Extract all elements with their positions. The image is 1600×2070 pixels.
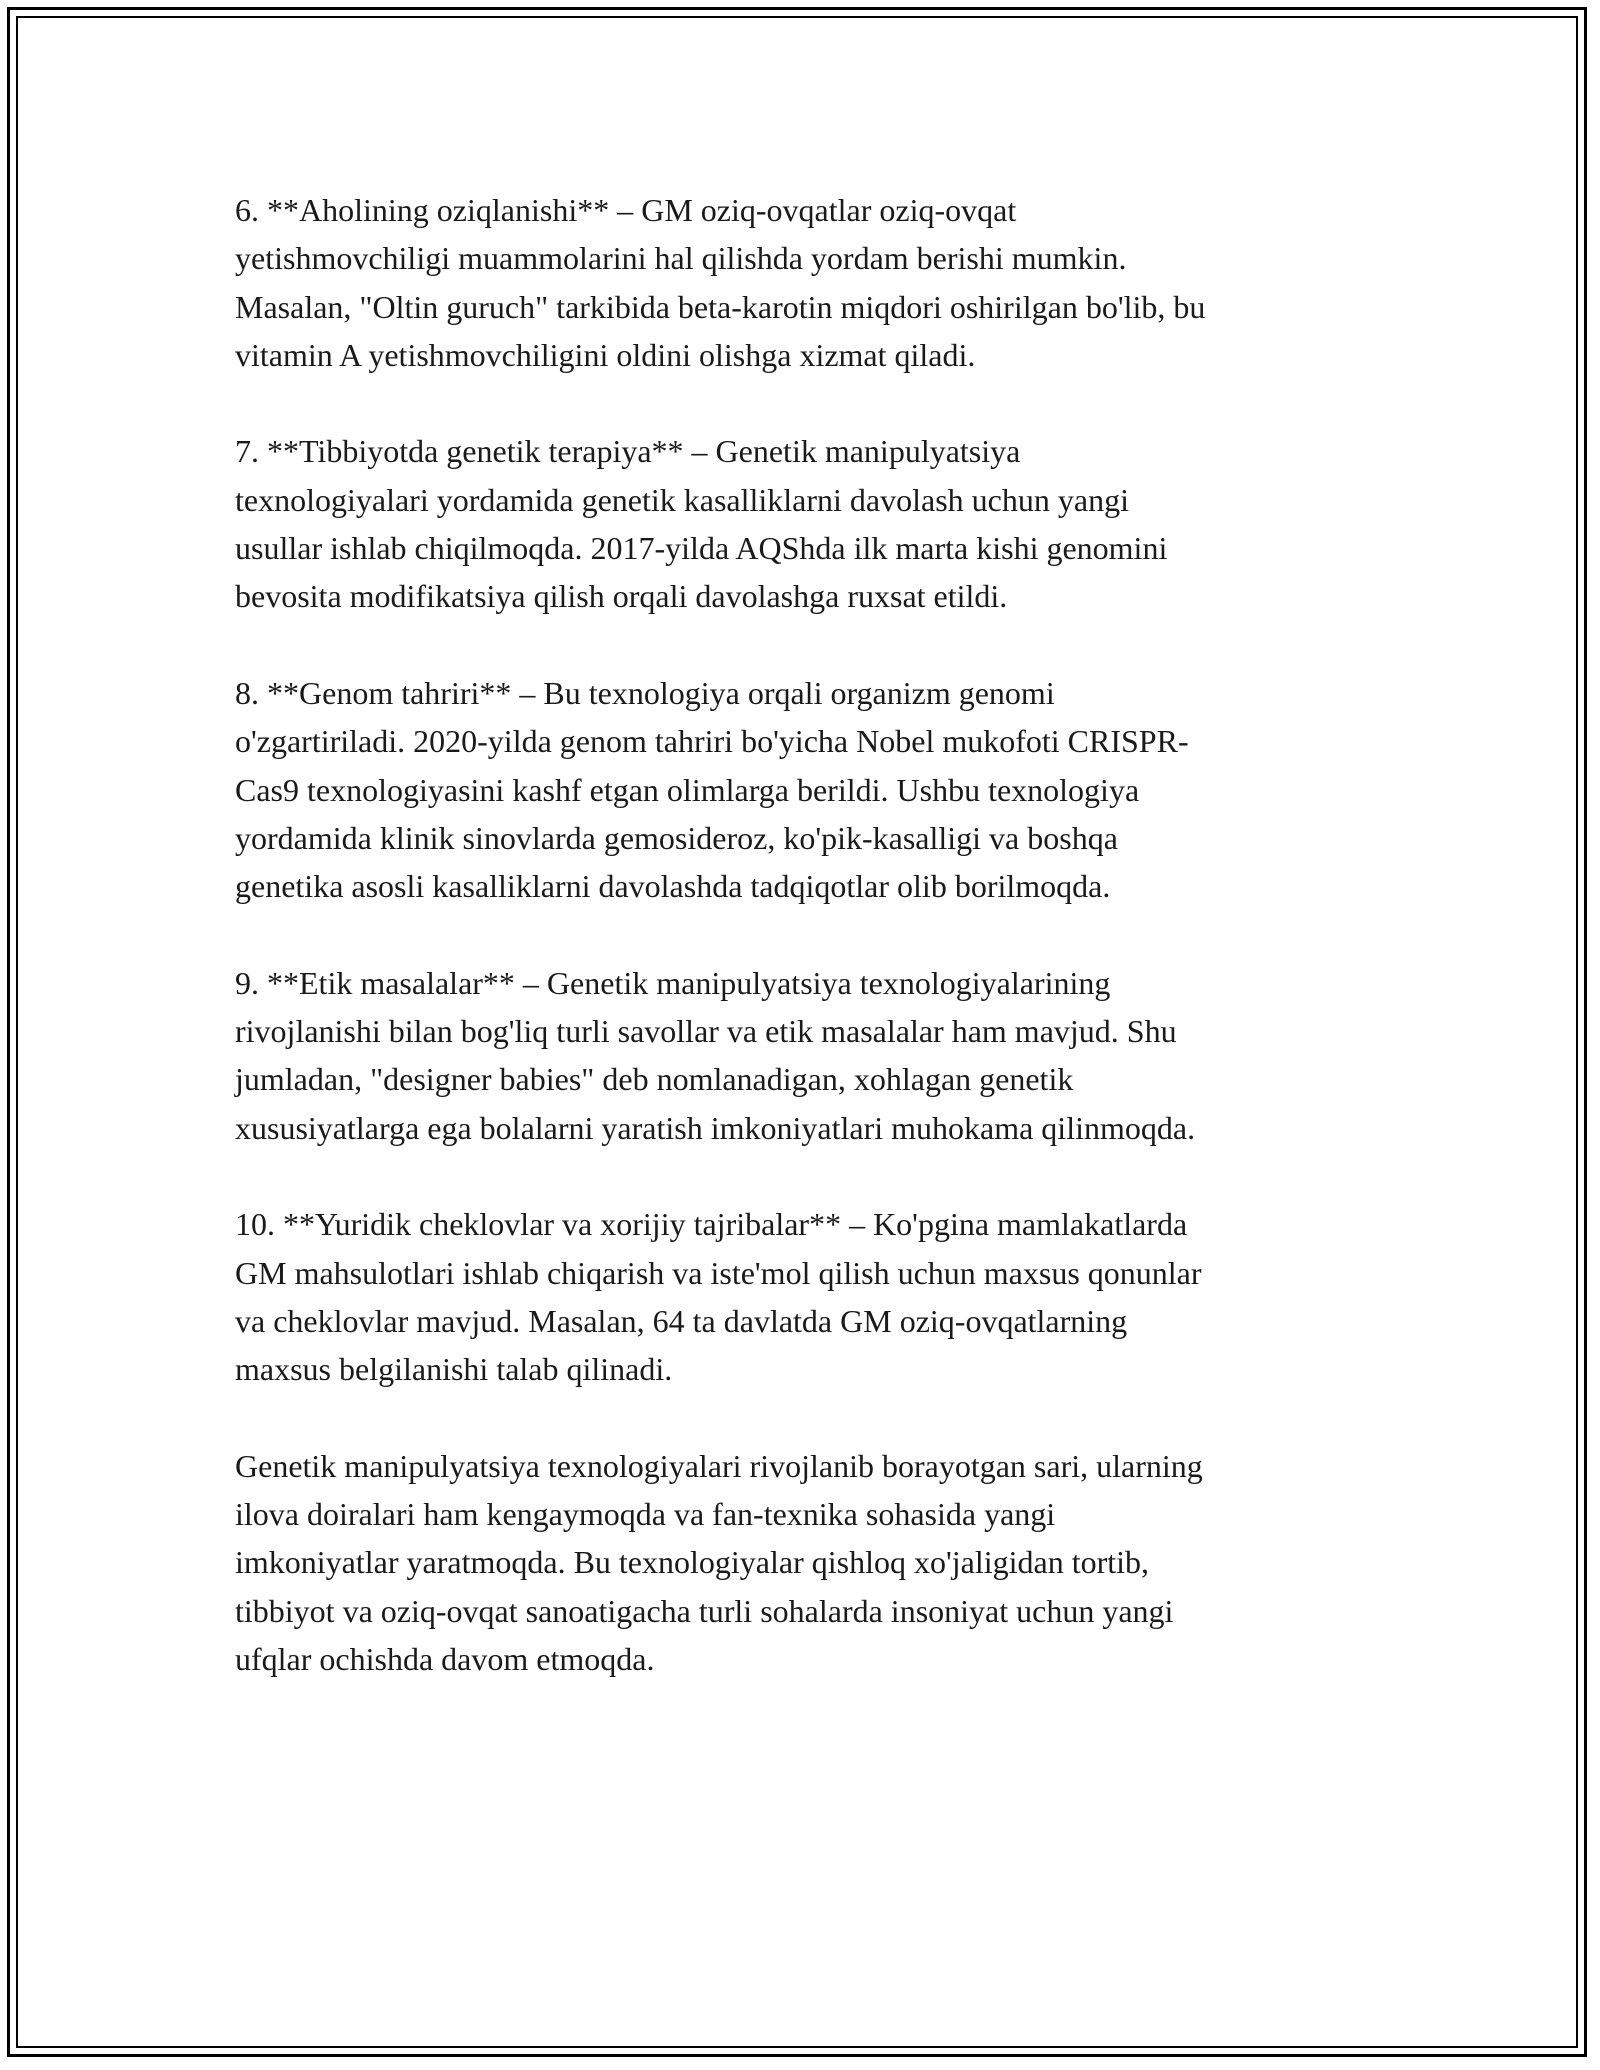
- paragraph-item-7: 7. **Tibbiyotda genetik terapiya** – Genetik manipulyatsiya texnologiyalari yordamida genetik kasalliklarni davolash uchun yangi usullar ishlab chiqilmoqda. 2017-yilda AQShda ilk marta kishi genomini bevosita modifikatsiya qilish orqali davolashga ruxsat etildi.: [235, 433, 1168, 615]
- paragraph-item-6: 6. **Aholining oziqlanishi** – GM oziq-ovqatlar oziq-ovqat yetishmovchiligi muammolarini hal qilishda yordam berishi mumkin. Masalan, "Oltin guruch" tarkibida beta-karotin miqdori oshirilgan bo'lib, bu vitamin A yetishmovchiligini oldini olishga xizmat qiladi.: [235, 192, 1206, 373]
- document-body: [235, 186, 1365, 1683]
- paragraph-item-8: 8. **Genom tahriri** – Bu texnologiya orqali organizm genomi o'zgartiriladi. 2020-yilda genom tahriri bo'yicha Nobel mukofoti CRISPR- Cas9 texnologiyasini kashf etgan olimlarga berildi. Ushbu texnologiya yordamida klinik sinovlarda gemosideroz, ko'pik-kasalligi va boshqa genetika asosli kasalliklarni davolashda tadqiqotlar olib borilmoqda.: [235, 674, 1189, 905]
- paragraph-item-9: 9. **Etik masalalar** – Genetik manipulyatsiya texnologiyalarining rivojlanishi bilan bog'liq turli savollar va etik masalalar ham mavjud. Shu jumladan, "designer babies" deb nomlanadigan, xohlagan genetik xususiyatlarga ega bolalarni yaratish imkoniyatlari muhokama qilinmoqda.: [235, 964, 1196, 1146]
- paragraph-item-10: 10. **Yuridik cheklovlar va xorijiy tajribalar** – Ko'pgina mamlakatlarda GM mahsulotlari ishlab chiqarish va iste'mol qilish uchun maxsus qonunlar va cheklovlar mavjud. Masalan, 64 ta davlatda GM oziq-ovqatlarning maxsus belgilanishi talab qilinadi.: [235, 1206, 1202, 1388]
- paragraph-conclusion: Genetik manipulyatsiya texnologiyalari rivojlanib borayotgan sari, ularning ilova doiralari ham kengaymoqda va fan-texnika sohasida yangi imkoniyatlar yaratmoqda. Bu texnologiyalar qishloq xo'jaligidan tortib, tibbiyot va oziq-ovqat sanoatigacha turli sohalarda insoniyat uchun yangi ufqlar ochishda davom etmoqda.: [235, 1447, 1203, 1677]
